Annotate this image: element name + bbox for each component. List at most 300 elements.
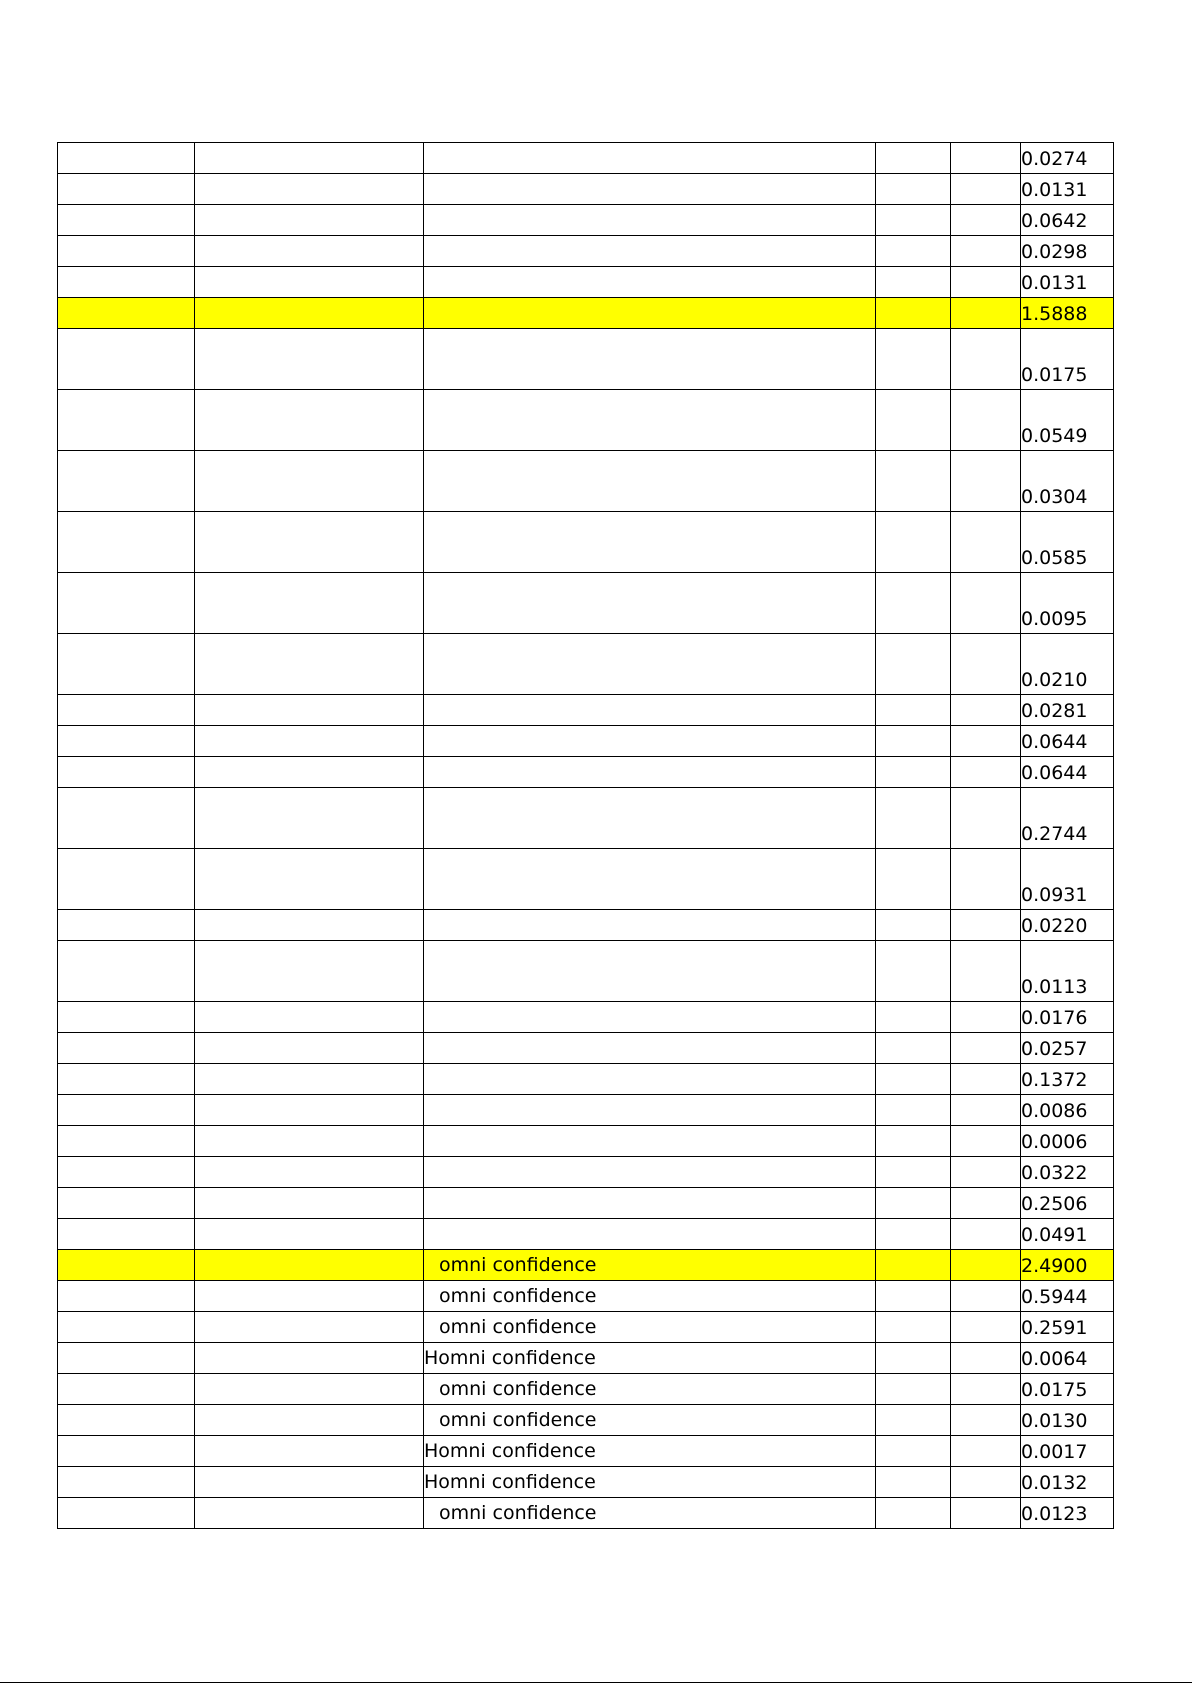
empty-cell	[951, 1157, 1021, 1188]
empty-cell	[58, 1219, 195, 1250]
value-cell	[1021, 143, 1114, 174]
label-cell	[424, 1250, 876, 1281]
value-text: 0.0549	[1021, 425, 1088, 447]
empty-cell	[876, 573, 951, 634]
label-cell	[424, 205, 876, 236]
empty-cell	[876, 1064, 951, 1095]
empty-cell	[58, 1374, 195, 1405]
empty-cell	[58, 1405, 195, 1436]
empty-cell	[58, 205, 195, 236]
empty-cell	[951, 298, 1021, 329]
label-cell	[424, 390, 876, 451]
label-cell	[424, 174, 876, 205]
label-cell	[424, 1157, 876, 1188]
empty-cell	[58, 757, 195, 788]
label-cell	[424, 236, 876, 267]
empty-cell	[951, 573, 1021, 634]
value-text: 0.2591	[1021, 1317, 1088, 1339]
empty-cell	[195, 1374, 424, 1405]
value-cell	[1021, 1033, 1114, 1064]
empty-cell	[876, 329, 951, 390]
empty-cell	[876, 1374, 951, 1405]
empty-cell	[951, 941, 1021, 1002]
value-cell	[1021, 1343, 1114, 1374]
table-row	[58, 1498, 1114, 1529]
table-row	[58, 1219, 1114, 1250]
empty-cell	[951, 910, 1021, 941]
label-cell	[424, 726, 876, 757]
value-text: 0.0095	[1021, 608, 1088, 630]
empty-cell	[58, 1436, 195, 1467]
table-row	[58, 849, 1114, 910]
label-cell	[424, 1374, 876, 1405]
value-cell	[1021, 1436, 1114, 1467]
empty-cell	[951, 1312, 1021, 1343]
empty-cell	[195, 236, 424, 267]
empty-cell	[951, 1281, 1021, 1312]
empty-cell	[58, 1343, 195, 1374]
empty-cell	[951, 849, 1021, 910]
table-row	[58, 1126, 1114, 1157]
empty-cell	[876, 143, 951, 174]
empty-cell	[195, 267, 424, 298]
empty-cell	[951, 236, 1021, 267]
empty-cell	[58, 390, 195, 451]
empty-cell	[876, 236, 951, 267]
value-text: 0.0585	[1021, 547, 1088, 569]
label-text: omni confidence	[439, 1284, 597, 1307]
value-cell	[1021, 573, 1114, 634]
empty-cell	[195, 573, 424, 634]
value-cell	[1021, 267, 1114, 298]
table-row	[58, 1436, 1114, 1467]
label-cell	[424, 1436, 876, 1467]
table-row	[58, 1095, 1114, 1126]
label-text: Homni confidence	[424, 1439, 596, 1462]
empty-cell	[195, 910, 424, 941]
table-body	[58, 143, 1114, 1529]
empty-cell	[876, 849, 951, 910]
table-row	[58, 1405, 1114, 1436]
empty-cell	[876, 1002, 951, 1033]
value-cell	[1021, 1157, 1114, 1188]
empty-cell	[876, 634, 951, 695]
empty-cell	[58, 1126, 195, 1157]
value-text: 0.0304	[1021, 486, 1088, 508]
empty-cell	[951, 329, 1021, 390]
value-cell	[1021, 1188, 1114, 1219]
empty-cell	[195, 849, 424, 910]
value-cell	[1021, 298, 1114, 329]
table-row	[58, 695, 1114, 726]
table-row	[58, 1064, 1114, 1095]
empty-cell	[876, 726, 951, 757]
label-cell	[424, 1126, 876, 1157]
empty-cell	[195, 451, 424, 512]
label-text: Homni confidence	[424, 1470, 596, 1493]
value-text: 2.4900	[1021, 1255, 1088, 1277]
label-cell	[424, 1033, 876, 1064]
empty-cell	[195, 1312, 424, 1343]
empty-cell	[195, 1064, 424, 1095]
empty-cell	[195, 1126, 424, 1157]
table-row	[58, 1002, 1114, 1033]
value-cell	[1021, 1219, 1114, 1250]
empty-cell	[195, 1157, 424, 1188]
empty-cell	[195, 941, 424, 1002]
value-cell	[1021, 205, 1114, 236]
empty-cell	[876, 1312, 951, 1343]
empty-cell	[58, 267, 195, 298]
empty-cell	[195, 1250, 424, 1281]
table-row	[58, 390, 1114, 451]
value-text: 0.0006	[1021, 1131, 1088, 1153]
label-cell	[424, 1281, 876, 1312]
label-cell	[424, 1219, 876, 1250]
table-row	[58, 1157, 1114, 1188]
empty-cell	[58, 1064, 195, 1095]
table-row	[58, 910, 1114, 941]
empty-cell	[58, 298, 195, 329]
empty-cell	[195, 1467, 424, 1498]
empty-cell	[876, 1126, 951, 1157]
value-text: 0.0491	[1021, 1224, 1088, 1246]
value-text: 0.0257	[1021, 1038, 1088, 1060]
empty-cell	[195, 1436, 424, 1467]
empty-cell	[58, 1312, 195, 1343]
label-cell	[424, 1312, 876, 1343]
empty-cell	[876, 451, 951, 512]
empty-cell	[951, 1126, 1021, 1157]
value-cell	[1021, 726, 1114, 757]
empty-cell	[951, 726, 1021, 757]
value-text: 0.0175	[1021, 1379, 1088, 1401]
empty-cell	[58, 451, 195, 512]
empty-cell	[58, 174, 195, 205]
empty-cell	[195, 205, 424, 236]
highlighted-table-row	[58, 1250, 1114, 1281]
label-cell	[424, 1405, 876, 1436]
empty-cell	[951, 1095, 1021, 1126]
empty-cell	[58, 1250, 195, 1281]
label-cell	[424, 1343, 876, 1374]
data-table	[57, 142, 1114, 1529]
empty-cell	[951, 174, 1021, 205]
value-text: 0.0644	[1021, 731, 1088, 753]
value-text: 0.0644	[1021, 762, 1088, 784]
empty-cell	[876, 298, 951, 329]
value-text: 0.0131	[1021, 272, 1088, 294]
value-cell	[1021, 1467, 1114, 1498]
empty-cell	[195, 329, 424, 390]
table-row	[58, 726, 1114, 757]
value-text: 0.1372	[1021, 1069, 1088, 1091]
empty-cell	[876, 205, 951, 236]
empty-cell	[58, 512, 195, 573]
label-cell	[424, 298, 876, 329]
empty-cell	[876, 1033, 951, 1064]
empty-cell	[195, 143, 424, 174]
table-row	[58, 1188, 1114, 1219]
empty-cell	[951, 1436, 1021, 1467]
empty-cell	[951, 1033, 1021, 1064]
label-cell	[424, 1095, 876, 1126]
empty-cell	[876, 941, 951, 1002]
label-cell	[424, 1188, 876, 1219]
empty-cell	[58, 910, 195, 941]
table-row	[58, 205, 1114, 236]
empty-cell	[58, 329, 195, 390]
value-text: 0.0113	[1021, 976, 1088, 998]
empty-cell	[951, 451, 1021, 512]
value-cell	[1021, 941, 1114, 1002]
empty-cell	[876, 1188, 951, 1219]
empty-cell	[58, 573, 195, 634]
label-cell	[424, 1498, 876, 1529]
page-bottom-rule	[0, 1682, 1192, 1683]
label-cell	[424, 910, 876, 941]
table-row	[58, 143, 1114, 174]
empty-cell	[951, 390, 1021, 451]
label-text: omni confidence	[439, 1253, 597, 1276]
empty-cell	[951, 788, 1021, 849]
value-text: 0.0131	[1021, 179, 1088, 201]
empty-cell	[876, 1467, 951, 1498]
empty-cell	[195, 1095, 424, 1126]
value-cell	[1021, 1405, 1114, 1436]
table-row	[58, 757, 1114, 788]
value-text: 0.0220	[1021, 915, 1088, 937]
table-row	[58, 1467, 1114, 1498]
label-cell	[424, 267, 876, 298]
value-cell	[1021, 1250, 1114, 1281]
empty-cell	[195, 1405, 424, 1436]
empty-cell	[58, 1467, 195, 1498]
table-row	[58, 788, 1114, 849]
empty-cell	[951, 1374, 1021, 1405]
empty-cell	[951, 1219, 1021, 1250]
table-row	[58, 1374, 1114, 1405]
empty-cell	[876, 1436, 951, 1467]
value-cell	[1021, 236, 1114, 267]
label-text: omni confidence	[439, 1408, 597, 1431]
table-row	[58, 329, 1114, 390]
empty-cell	[951, 1498, 1021, 1529]
value-text: 0.0123	[1021, 1503, 1088, 1525]
value-text: 0.0064	[1021, 1348, 1088, 1370]
empty-cell	[58, 941, 195, 1002]
value-text: 0.0298	[1021, 241, 1088, 263]
label-text: Homni confidence	[424, 1346, 596, 1369]
table-row	[58, 1343, 1114, 1374]
value-text: 0.0642	[1021, 210, 1088, 232]
label-cell	[424, 1467, 876, 1498]
table-row	[58, 1033, 1114, 1064]
table-row	[58, 1281, 1114, 1312]
empty-cell	[876, 1219, 951, 1250]
empty-cell	[951, 512, 1021, 573]
empty-cell	[876, 1095, 951, 1126]
value-cell	[1021, 1312, 1114, 1343]
empty-cell	[195, 1002, 424, 1033]
value-cell	[1021, 634, 1114, 695]
value-text: 0.0322	[1021, 1162, 1088, 1184]
empty-cell	[195, 695, 424, 726]
empty-cell	[195, 298, 424, 329]
value-cell	[1021, 910, 1114, 941]
table-row	[58, 941, 1114, 1002]
empty-cell	[195, 788, 424, 849]
value-text: 0.0132	[1021, 1472, 1088, 1494]
empty-cell	[876, 1498, 951, 1529]
table-row	[58, 573, 1114, 634]
label-cell	[424, 512, 876, 573]
value-cell	[1021, 390, 1114, 451]
empty-cell	[195, 1343, 424, 1374]
empty-cell	[58, 1498, 195, 1529]
label-text: omni confidence	[439, 1501, 597, 1524]
empty-cell	[58, 1095, 195, 1126]
empty-cell	[58, 1188, 195, 1219]
empty-cell	[58, 695, 195, 726]
empty-cell	[876, 512, 951, 573]
empty-cell	[951, 1064, 1021, 1095]
empty-cell	[876, 1157, 951, 1188]
empty-cell	[951, 1467, 1021, 1498]
value-text: 0.0176	[1021, 1007, 1088, 1029]
empty-cell	[58, 1281, 195, 1312]
empty-cell	[195, 757, 424, 788]
empty-cell	[951, 757, 1021, 788]
table-row	[58, 1312, 1114, 1343]
empty-cell	[951, 205, 1021, 236]
empty-cell	[195, 1281, 424, 1312]
empty-cell	[58, 236, 195, 267]
value-cell	[1021, 695, 1114, 726]
empty-cell	[951, 634, 1021, 695]
empty-cell	[876, 1405, 951, 1436]
label-cell	[424, 634, 876, 695]
empty-cell	[58, 1157, 195, 1188]
table-row	[58, 236, 1114, 267]
value-cell	[1021, 1126, 1114, 1157]
value-cell	[1021, 1002, 1114, 1033]
table-row	[58, 512, 1114, 573]
empty-cell	[58, 634, 195, 695]
value-cell	[1021, 1064, 1114, 1095]
empty-cell	[876, 910, 951, 941]
value-text: 0.0130	[1021, 1410, 1088, 1432]
empty-cell	[58, 143, 195, 174]
empty-cell	[876, 695, 951, 726]
empty-cell	[951, 1343, 1021, 1374]
empty-cell	[58, 726, 195, 757]
empty-cell	[951, 1250, 1021, 1281]
empty-cell	[951, 1002, 1021, 1033]
empty-cell	[195, 1498, 424, 1529]
value-text: 0.2744	[1021, 823, 1088, 845]
empty-cell	[195, 1033, 424, 1064]
value-cell	[1021, 451, 1114, 512]
empty-cell	[58, 788, 195, 849]
empty-cell	[195, 726, 424, 757]
value-cell	[1021, 849, 1114, 910]
empty-cell	[951, 1188, 1021, 1219]
table-row	[58, 267, 1114, 298]
value-text: 0.0931	[1021, 884, 1088, 906]
value-cell	[1021, 512, 1114, 573]
value-cell	[1021, 329, 1114, 390]
value-cell	[1021, 1374, 1114, 1405]
label-cell	[424, 143, 876, 174]
empty-cell	[876, 788, 951, 849]
highlighted-table-row	[58, 298, 1114, 329]
value-cell	[1021, 1095, 1114, 1126]
empty-cell	[58, 1033, 195, 1064]
label-cell	[424, 695, 876, 726]
value-text: 1.5888	[1021, 303, 1088, 325]
value-text: 0.0017	[1021, 1441, 1088, 1463]
empty-cell	[195, 1219, 424, 1250]
empty-cell	[951, 267, 1021, 298]
table-row	[58, 174, 1114, 205]
label-cell	[424, 329, 876, 390]
empty-cell	[195, 512, 424, 573]
value-cell	[1021, 757, 1114, 788]
table-row	[58, 634, 1114, 695]
value-text: 0.0274	[1021, 148, 1088, 170]
label-cell	[424, 788, 876, 849]
label-cell	[424, 849, 876, 910]
value-cell	[1021, 1281, 1114, 1312]
empty-cell	[876, 757, 951, 788]
value-text: 0.0210	[1021, 669, 1088, 691]
value-text: 0.2506	[1021, 1193, 1088, 1215]
label-text: omni confidence	[439, 1377, 597, 1400]
empty-cell	[195, 174, 424, 205]
empty-cell	[876, 1250, 951, 1281]
label-cell	[424, 1064, 876, 1095]
label-text: omni confidence	[439, 1315, 597, 1338]
empty-cell	[876, 174, 951, 205]
table-row	[58, 451, 1114, 512]
empty-cell	[876, 390, 951, 451]
empty-cell	[58, 1002, 195, 1033]
value-text: 0.5944	[1021, 1286, 1088, 1308]
label-cell	[424, 451, 876, 512]
empty-cell	[195, 1188, 424, 1219]
label-cell	[424, 573, 876, 634]
empty-cell	[876, 1343, 951, 1374]
empty-cell	[876, 267, 951, 298]
label-cell	[424, 1002, 876, 1033]
empty-cell	[876, 1281, 951, 1312]
empty-cell	[951, 1405, 1021, 1436]
value-cell	[1021, 788, 1114, 849]
empty-cell	[195, 390, 424, 451]
value-cell	[1021, 1498, 1114, 1529]
label-cell	[424, 941, 876, 1002]
empty-cell	[951, 143, 1021, 174]
value-text: 0.0281	[1021, 700, 1088, 722]
label-cell	[424, 757, 876, 788]
value-text: 0.0086	[1021, 1100, 1088, 1122]
value-cell	[1021, 174, 1114, 205]
empty-cell	[58, 849, 195, 910]
empty-cell	[195, 634, 424, 695]
empty-cell	[951, 695, 1021, 726]
value-text: 0.0175	[1021, 364, 1088, 386]
